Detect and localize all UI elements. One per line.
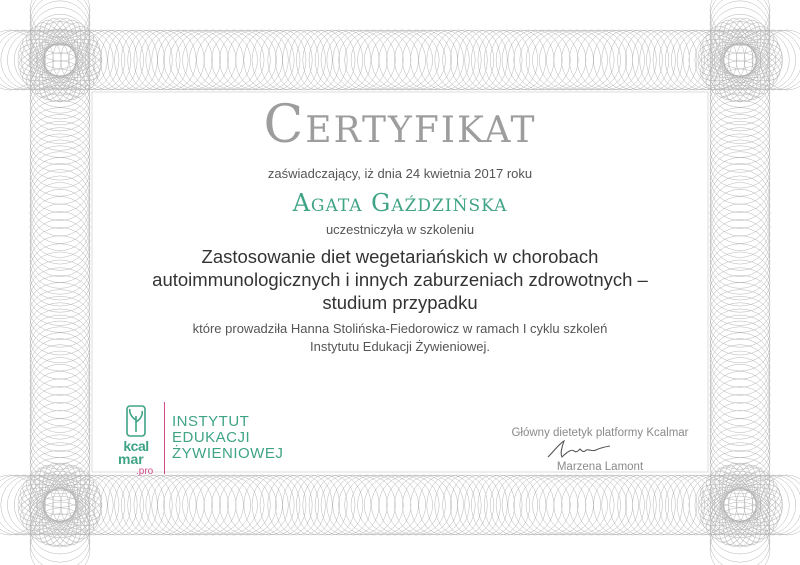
logo-mar: mar: [118, 451, 144, 467]
course-title-line: Zastosowanie diet wegetariańskich w chorobach: [201, 246, 599, 267]
signatory-name: Marzena Lamont: [556, 461, 644, 473]
certificate-title: Certyfikat: [263, 95, 537, 155]
institute-name-line: EDUKACJI: [172, 429, 251, 446]
institute-name-line: ŻYWIENIOWEJ: [172, 445, 284, 462]
instructor-line: Instytutu Edukacji Żywieniowej.: [310, 339, 490, 354]
institute-name-line: INSTYTUT: [172, 413, 250, 430]
recipient-name: Agata Gaździńska: [292, 189, 508, 217]
course-title-line: studium przypadku: [322, 292, 478, 313]
instructor-line: które prowadziła Hanna Stolińska-Fiedorowicz w ramach I cyklu szkoleń: [192, 321, 608, 336]
kcalmar-logo: [116, 400, 306, 480]
logo-pro: .pro: [136, 466, 154, 477]
participation-text: uczestniczyła w szkoleniu: [325, 222, 475, 237]
course-title-line: autoimmunologicznych i innych zaburzeniach zdrowotnych –: [152, 269, 648, 290]
course-title: [100, 245, 700, 314]
institute-name: [172, 414, 283, 462]
instructor-text: [0, 320, 800, 356]
signatory-role: Główny dietetyk platformy Kcalmar: [511, 427, 689, 439]
logo-kcal: kcal: [123, 438, 149, 454]
logo-divider: [164, 402, 165, 474]
certificate-intro: zaświadczający, iż dnia 24 kwietnia 2017 roku: [267, 166, 533, 181]
